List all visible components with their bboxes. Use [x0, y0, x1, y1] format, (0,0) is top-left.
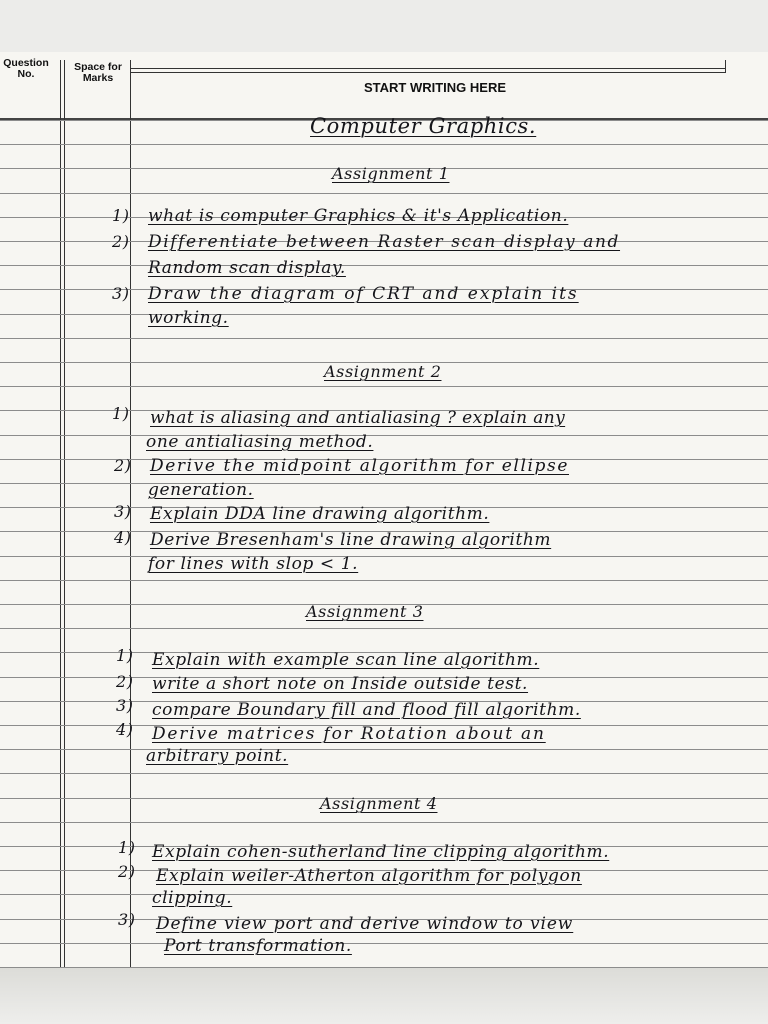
question-number: 3) — [114, 502, 132, 521]
assignment-heading: Assignment 1 — [332, 164, 450, 183]
question-line: working. — [148, 308, 229, 328]
question-line: write a short note on Inside outside test. — [152, 674, 529, 694]
question-number: 4) — [116, 720, 134, 739]
sheet-header — [0, 52, 768, 118]
assignment-heading: Assignment 4 — [320, 794, 438, 813]
question-line: Random scan display. — [148, 258, 346, 278]
ruled-line — [0, 193, 768, 194]
question-number: 2) — [112, 232, 130, 251]
question-line: Differentiate between Raster scan display and — [148, 232, 621, 252]
question-number: 3) — [116, 696, 134, 715]
question-number: 1) — [116, 646, 134, 665]
question-number: 2) — [116, 672, 134, 691]
ruled-line — [0, 773, 768, 774]
question-line: Explain DDA line drawing algorithm. — [150, 504, 490, 524]
question-line: what is aliasing and antialiasing ? explain any — [150, 408, 566, 428]
header-rule-tick — [725, 60, 726, 72]
question-line: one antialiasing method. — [146, 432, 374, 452]
question-number: 2) — [118, 862, 136, 881]
header-rule — [130, 68, 726, 69]
ruled-line — [0, 749, 768, 750]
question-number: 3) — [112, 284, 130, 303]
question-line: Derive matrices for Rotation about an — [152, 724, 546, 744]
ruled-line — [0, 338, 768, 339]
start-writing-header: START WRITING HERE — [363, 80, 507, 95]
page-title: Computer Graphics. — [310, 114, 537, 138]
question-line: clipping. — [152, 888, 233, 908]
page-edge-shadow — [0, 968, 768, 1024]
question-line: Explain with example scan line algorithm. — [152, 650, 540, 670]
question-line: Draw the diagram of CRT and explain its — [148, 284, 579, 304]
question-number: 3) — [118, 910, 136, 929]
question-line: Derive the midpoint algorithm for ellipse — [150, 456, 569, 476]
ruled-line — [0, 314, 768, 315]
question-no-header: Question No. — [3, 57, 49, 80]
question-line: generation. — [148, 480, 254, 500]
ruled-line — [0, 943, 768, 944]
answer-sheet — [0, 52, 768, 970]
question-line: Port transformation. — [164, 936, 352, 956]
assignment-heading: Assignment 3 — [306, 602, 424, 621]
ruled-line — [0, 386, 768, 387]
ruled-line — [0, 435, 768, 436]
assignment-heading: Assignment 2 — [324, 362, 442, 381]
question-number: 4) — [114, 528, 132, 547]
space-for-marks-header: Space for Marks — [74, 61, 122, 84]
ruled-line — [0, 580, 768, 581]
ruled-line — [0, 144, 768, 145]
question-line: Explain cohen-sutherland line clipping algorithm. — [152, 842, 610, 862]
question-number: 1) — [112, 404, 130, 423]
question-line: Define view port and derive window to view — [156, 914, 574, 934]
question-line: for lines with slop < 1. — [148, 554, 359, 574]
question-line: arbitrary point. — [146, 746, 289, 766]
ruled-line — [0, 265, 768, 266]
question-line: Derive Bresenham's line drawing algorithm — [150, 530, 552, 550]
ruled-line — [0, 628, 768, 629]
question-number: 1) — [112, 206, 130, 225]
ruled-line — [0, 556, 768, 557]
ruled-line — [0, 894, 768, 895]
ruled-line — [0, 483, 768, 484]
question-line: Explain weiler-Atherton algorithm for polygon — [156, 866, 582, 886]
ruled-line — [0, 822, 768, 823]
header-rule — [130, 72, 726, 73]
question-number: 1) — [118, 838, 136, 857]
question-line: compare Boundary fill and flood fill algorithm. — [152, 700, 581, 720]
question-number: 2) — [114, 456, 132, 475]
question-line: what is computer Graphics & it's Application. — [148, 206, 569, 226]
